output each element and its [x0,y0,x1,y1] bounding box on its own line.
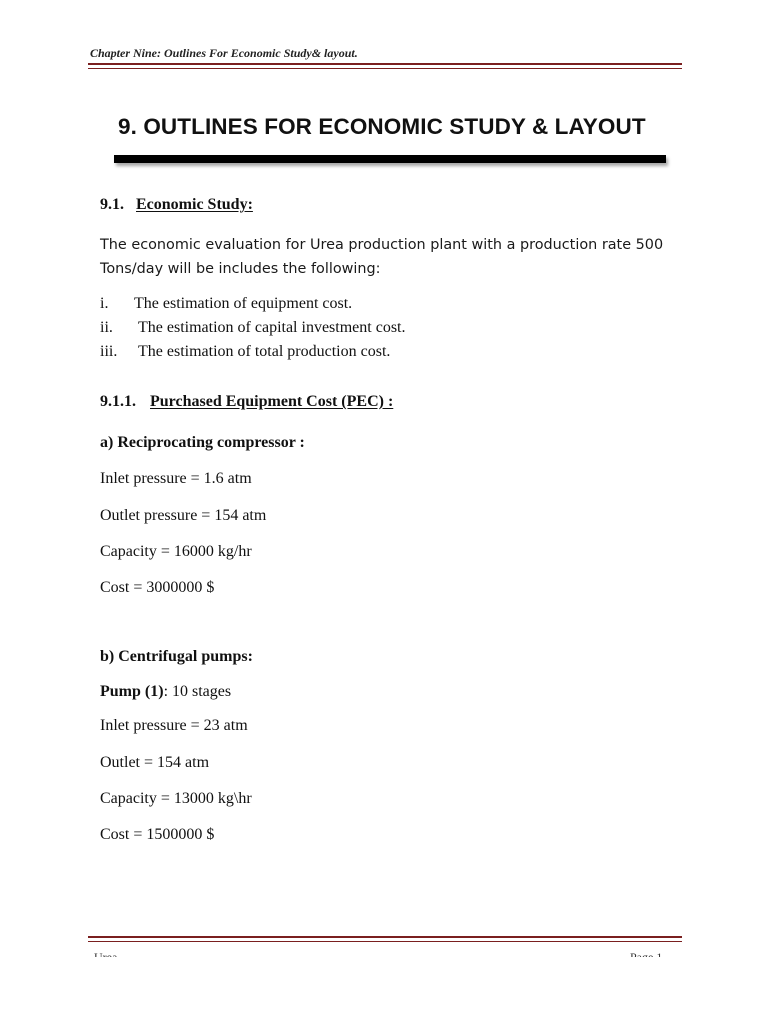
section-heading-9-1 [100,196,253,214]
pump1-capacity: Capacity = 13000 kg\hr [100,790,252,807]
section-title: Economic Study: [136,196,253,213]
title-underline-bar [114,155,666,163]
compressor-capacity: Capacity = 16000 kg/hr [100,543,252,560]
pump1-line [100,683,231,701]
section-title: Purchased Equipment Cost (PEC) : [150,393,394,410]
section-number: 9.1. [100,196,124,213]
intro-paragraph: The economic evaluation for Urea production plant with a production rate 500 Tons/day will be includes the following: [100,237,664,277]
pump1-inlet: Inlet pressure = 23 atm [100,717,248,734]
list-text: The estimation of equipment cost. [134,295,353,312]
section-heading-9-1-1 [100,393,393,411]
list-item [100,319,405,337]
compressor-cost: Cost = 3000000 $ [100,579,215,596]
list-marker: ii. [100,319,113,336]
list-item [100,295,352,313]
list-text: The estimation of total production cost. [138,343,391,360]
pumps-heading: b) Centrifugal pumps: [100,648,253,665]
chapter-title: 9. OUTLINES FOR ECONOMIC STUDY & LAYOUT [118,114,646,139]
compressor-heading: a) Reciprocating compressor : [100,434,305,451]
pump1-cost: Cost = 1500000 $ [100,826,215,843]
pump1-outlet: Outlet = 154 atm [100,754,210,771]
section-number: 9.1.1. [100,393,136,410]
header-rule [88,63,682,69]
list-marker: iii. [100,343,118,360]
list-marker: i. [100,295,109,312]
pump1-label: Pump (1) [100,683,164,700]
compressor-inlet: Inlet pressure = 1.6 atm [100,470,252,487]
pump1-stages: : 10 stages [163,683,232,700]
compressor-outlet: Outlet pressure = 154 atm [100,507,267,524]
page-crop-edge [0,957,768,1024]
footer-rule [88,936,682,942]
list-text: The estimation of capital investment cost. [138,319,406,336]
running-header: Chapter Nine: Outlines For Economic Study& layout. [90,46,358,60]
list-item [100,343,390,361]
